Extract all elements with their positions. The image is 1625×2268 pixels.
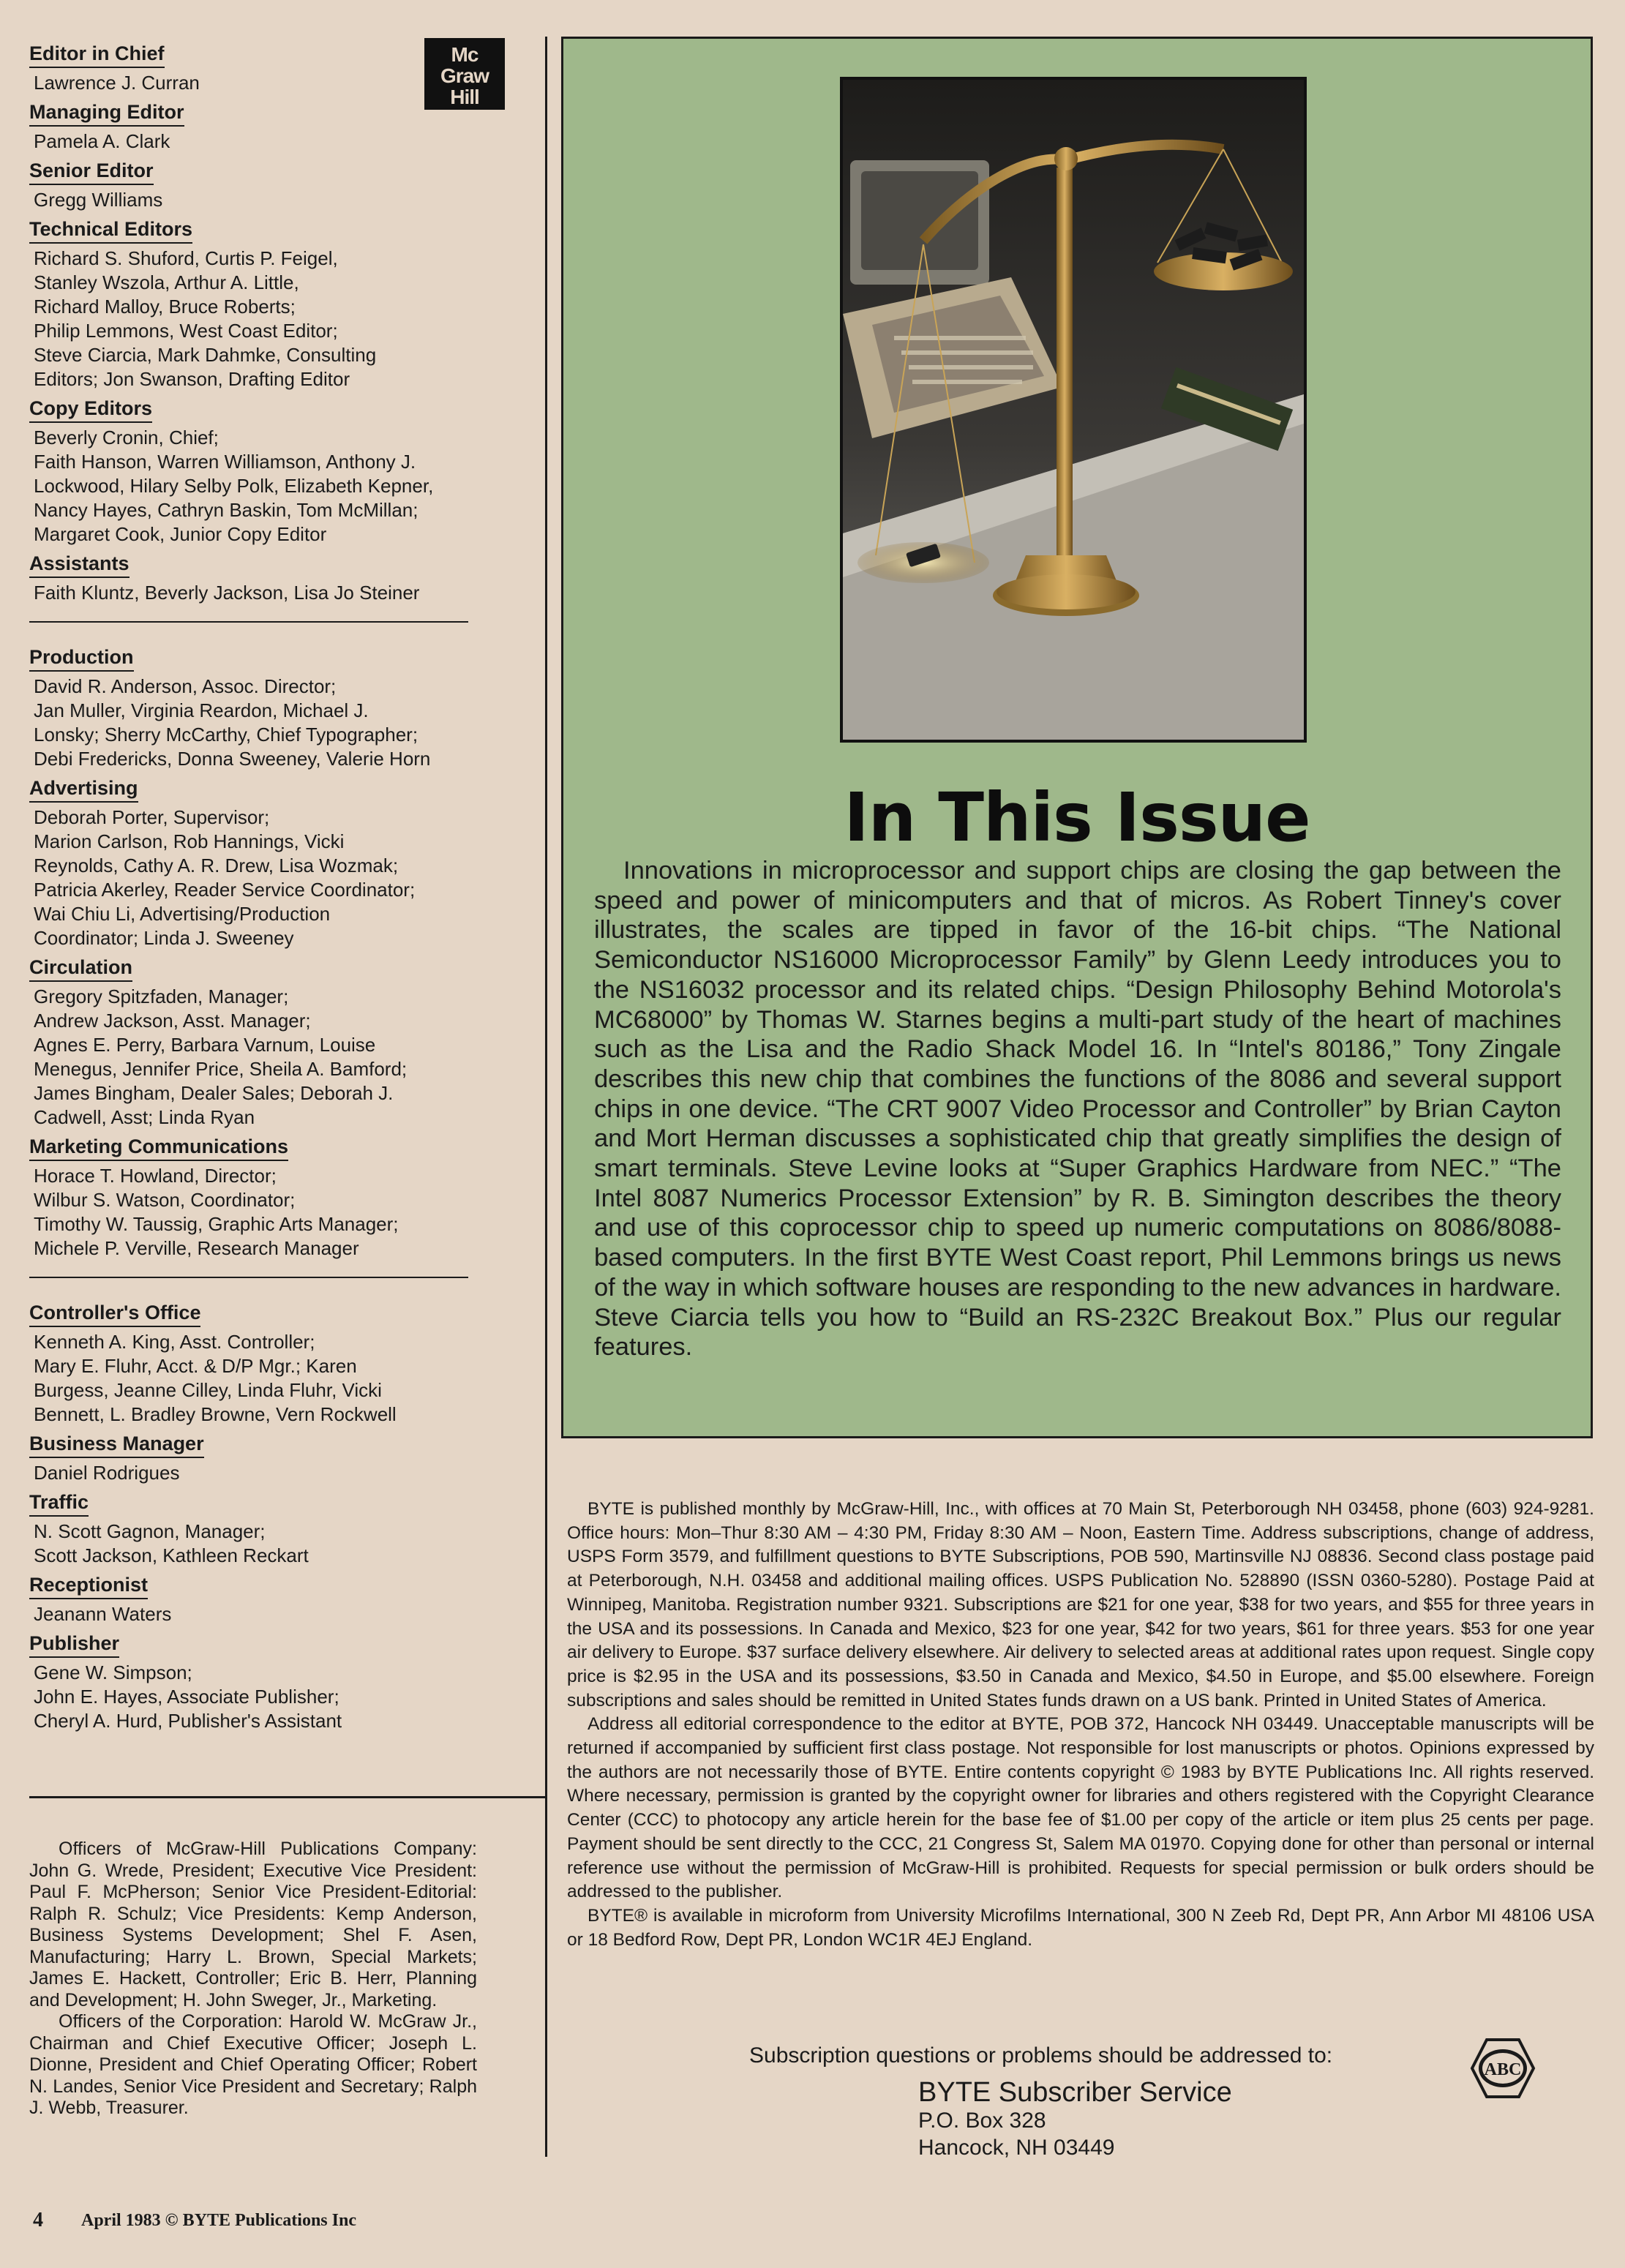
masthead-names: Faith Kluntz, Beverly Jackson, Lisa Jo Steiner bbox=[34, 582, 420, 604]
page-number: 4 bbox=[33, 2209, 43, 2231]
masthead-names: Richard S. Shuford, Curtis P. Feigel, Stanley Wszola, Arthur A. Little, Richard Malloy, Bruce Roberts; Philip Lemmons, West Coast Editor; Steve Ciarcia, Mark Dahmke, Consulting Editors; Jon Swanson, Drafting Editor bbox=[34, 247, 377, 390]
masthead-section bbox=[29, 950, 483, 1130]
masthead-names: David R. Anderson, Assoc. Director; Jan Muller, Virginia Reardon, Michael J. Lonsky; Sherry McCarthy, Chief Typographer; Debi Fredericks, Donna Sweeney, Valerie Horn bbox=[34, 675, 431, 770]
abc-badge-icon bbox=[1469, 2037, 1536, 2100]
publication-details: BYTE is published monthly by McGraw-Hill, Inc., with offices at 70 Main St, Peterborough NH 03458, phone (603) 924-9281. Office hours: Mon–Thur 8:30 AM – 4:30 PM, Friday 8:30 AM – Noon, Eastern Time. Address subscriptions, change of address, USPS Form 3579, and fulfillment questions to BYTE Subscriptions, POB 590, Martinsville NJ 08836. Second class postage paid at Peterborough, N.H. 03458 and additional mailing offices. USPS Publication No. 528890 (ISSN 0360-5280). Postage Paid at Winnipeg, Manitoba. Registration number 9321. Subscriptions are $21 for one year, $38 for two years, and $55 for three years in the USA and its possessions. In Canada and Mexico, $23 for one year, $42 for two years, $61 for three years. $53 for one year air delivery to Europe. $37 surface delivery elsewhere. Air delivery to selected areas at additional rates upon request. Single copy price is $2.95 in the USA and its possessions, $3.50 in Canada and Mexico, $4.50 in Europe, and $5.00 elsewhere. Foreign subscriptions and sales should be remitted in United States funds drawn on a US bank. Printed in United States of America. bbox=[567, 1499, 1594, 1711]
masthead-section bbox=[29, 1626, 483, 1733]
svg-text:Hill: Hill bbox=[450, 86, 479, 108]
editorial-correspondence: Address all editorial correspondence to the editor at BYTE, POB 372, Hancock NH 03449. Unacceptable manuscripts will be returned if accompanied by sufficient first class postage. Not responsible for lost manuscripts or photos. Opinions expressed by the authors are not necessarily those of BYTE. Entire contents copyright © 1983 by BYTE Publications Inc. All rights reserved. Where necessary, permission is granted by the copyright owner for libraries and others registered with the Copyright Clearance Center (CCC) to photocopy any article herein for the base fee of $1.00 per copy of the article or item plus 25 cents per page. Payment should be sent directly to the CCC, 21 Congress St, Salem MA 01970. Copying done for other than personal or internal reference use without the permission of McGraw-Hill is prohibited. Requests for special permission or bulk orders should be addressed to the publisher. bbox=[567, 1714, 1594, 1902]
masthead-section bbox=[29, 1485, 483, 1568]
masthead-names: Pamela A. Clark bbox=[34, 130, 170, 152]
masthead-heading: Production bbox=[29, 645, 134, 672]
masthead-section bbox=[29, 1568, 483, 1626]
subscription-heading: Subscription questions or problems should be addressed to: bbox=[749, 2043, 1333, 2068]
masthead-heading: Circulation bbox=[29, 955, 132, 982]
masthead-section bbox=[29, 95, 483, 154]
svg-text:Mc: Mc bbox=[451, 43, 479, 66]
officers-list bbox=[29, 1839, 477, 2119]
masthead-section bbox=[29, 1296, 483, 1427]
masthead-heading: Receptionist bbox=[29, 1572, 148, 1599]
masthead-section bbox=[29, 640, 483, 771]
masthead-names: Jeanann Waters bbox=[34, 1603, 172, 1625]
masthead-names: Lawrence J. Curran bbox=[34, 72, 200, 94]
masthead-section bbox=[29, 154, 483, 212]
masthead-names: Daniel Rodrigues bbox=[34, 1462, 180, 1484]
column-rule bbox=[545, 37, 547, 2157]
subscriber-address-line: P.O. Box 328 bbox=[918, 2109, 1046, 2133]
masthead-names: Beverly Cronin, Chief; Faith Hanson, Warren Williamson, Anthony J. Lockwood, Hilary Selby Polk, Elizabeth Kepner, Nancy Hayes, Cathryn Baskin, Tom McMillan; Margaret Cook, Junior Copy Editor bbox=[34, 427, 434, 545]
masthead-heading: Marketing Communications bbox=[29, 1134, 288, 1161]
masthead-heading: Editor in Chief bbox=[29, 41, 165, 68]
masthead-names: N. Scott Gagnon, Manager; Scott Jackson, Kathleen Reckart bbox=[34, 1520, 309, 1566]
publications-officers: Officers of McGraw-Hill Publications Company: John G. Wrede, President; Executive Vice President: Paul F. McPherson; Senior Vice President-Editorial: Ralph R. Schulz; Vice Presidents: Kemp Anderson, Business Systems Development; Shel F. Asen, Manufacturing; Harry L. Brown, Special Markets; James E. Hackett, Controller; Eric B. Herr, Planning and Development; H. John Sweger, Jr., Marketing. bbox=[29, 1839, 477, 2010]
microform-notice: BYTE® is available in microform from University Microfilms International, 300 N Zeeb Rd, Dept PR, Ann Arbor MI 48106 USA or 18 Bedford Row, Dept PR, London WC1R 4EJ England. bbox=[567, 1905, 1594, 1950]
masthead-names: Gregg Williams bbox=[34, 189, 163, 211]
divider bbox=[29, 1796, 547, 1798]
subscriber-address-line: Hancock, NH 03449 bbox=[918, 2136, 1115, 2160]
masthead-section bbox=[29, 391, 483, 547]
divider bbox=[29, 1277, 468, 1278]
masthead-heading: Publisher bbox=[29, 1631, 119, 1658]
masthead-heading: Copy Editors bbox=[29, 396, 152, 423]
masthead-business bbox=[29, 1296, 483, 1733]
divider bbox=[29, 621, 468, 623]
masthead-names: Horace T. Howland, Director; Wilbur S. Watson, Coordinator; Timothy W. Taussig, Graphic Arts Manager; Michele P. Verville, Research Manager bbox=[34, 1165, 399, 1259]
masthead-heading: Controller's Office bbox=[29, 1300, 200, 1327]
masthead bbox=[29, 37, 483, 1733]
feature-title: In This Issue bbox=[844, 778, 1310, 857]
masthead-section bbox=[29, 212, 483, 391]
masthead-heading: Business Manager bbox=[29, 1431, 204, 1458]
masthead-editorial bbox=[29, 37, 483, 605]
masthead-heading: Traffic bbox=[29, 1490, 89, 1517]
masthead-heading: Advertising bbox=[29, 776, 138, 803]
subscriber-service-name: BYTE Subscriber Service bbox=[918, 2077, 1232, 2108]
publishing-info bbox=[567, 1498, 1594, 1952]
in-this-issue-box bbox=[561, 37, 1593, 1438]
masthead-heading: Assistants bbox=[29, 551, 130, 578]
masthead-section bbox=[29, 1427, 483, 1485]
issue-dateline: April 1983 © BYTE Publications Inc bbox=[81, 2211, 356, 2230]
masthead-section bbox=[29, 37, 483, 95]
masthead-names: Deborah Porter, Supervisor; Marion Carlson, Rob Hannings, Vicki Reynolds, Cathy A. R. Drew, Lisa Wozmak; Patricia Akerley, Reader Service Coordinator; Wai Chiu Li, Advertising/Production Coordinator; Linda J. Sweeney bbox=[34, 806, 416, 949]
balance-scale-image bbox=[843, 80, 1304, 740]
masthead-heading: Managing Editor bbox=[29, 99, 184, 127]
masthead-names: Gene W. Simpson; John E. Hayes, Associate Publisher; Cheryl A. Hurd, Publisher's Assistant bbox=[34, 1661, 342, 1732]
abc-badge-label: ABC bbox=[1484, 2060, 1522, 2079]
masthead-heading: Technical Editors bbox=[29, 217, 192, 244]
svg-text:Graw: Graw bbox=[440, 64, 489, 87]
masthead-names: Kenneth A. King, Asst. Controller; Mary E. Fluhr, Acct. & D/P Mgr.; Karen Burgess, Jeanne Cilley, Linda Fluhr, Vicki Bennett, L. Bradley Browne, Vern Rockwell bbox=[34, 1331, 397, 1425]
masthead-names: Gregory Spitzfaden, Manager; Andrew Jackson, Asst. Manager; Agnes E. Perry, Barbara Varnum, Louise Menegus, Jennifer Price, Sheila A. Bamford; James Bingham, Dealer Sales; Deborah J. Cadwell, Asst; Linda Ryan bbox=[34, 985, 408, 1128]
masthead-section bbox=[29, 1130, 483, 1261]
feature-text: Innovations in microprocessor and support chips are closing the gap between the speed and power of minicomputers and that of micros. As Robert Tinney's cover illustrates, the scales are tipped in favor of the 16-bit chips. “The National Semiconductor NS16000 Microprocessor Family” by Glenn Leedy introduces you to the NS16032 processor and its related chips. “Design Philosophy Behind Motorola's MC68000” by Thomas W. Starnes begins a multi-part study of the heart of machines such as the Lisa and the Radio Shack Model 16. In “Intel's 80186,” Tony Zingale describes this new chip that combines the functions of the 8086 and several support chips in one device. “The CRT 9007 Video Processor and Controller” by Brian Cayton and Mort Herman discusses a sophisticated chip that greatly simplifies the design of smart terminals. Steve Levine looks at “Super Graphics Hardware from NEC.” “The Intel 8087 Numerics Processor Extension” by R. B. Simington describes the theory and use of this coprocessor chip to speed up numeric computations on 8086/8088-based computers. In the first BYTE West Coast report, Phil Lemmons brings us news of the way in which software houses are responding to the new advances in hardware. Steve Ciarcia tells you how to “Build an RS-232C Breakout Box.” Plus our regular features. bbox=[594, 857, 1561, 1362]
masthead-heading: Senior Editor bbox=[29, 158, 154, 185]
masthead-operations bbox=[29, 640, 483, 1261]
masthead-section bbox=[29, 771, 483, 950]
cover-illustration bbox=[840, 77, 1307, 743]
masthead-section bbox=[29, 547, 483, 605]
corporation-officers: Officers of the Corporation: Harold W. McGraw Jr., Chairman and Chief Executive Officer; Joseph L. Dionne, President and Chief Operating Officer; Robert N. Landes, Senior Vice President and Secretary; Ralph J. Webb, Treasurer. bbox=[29, 2011, 477, 2118]
